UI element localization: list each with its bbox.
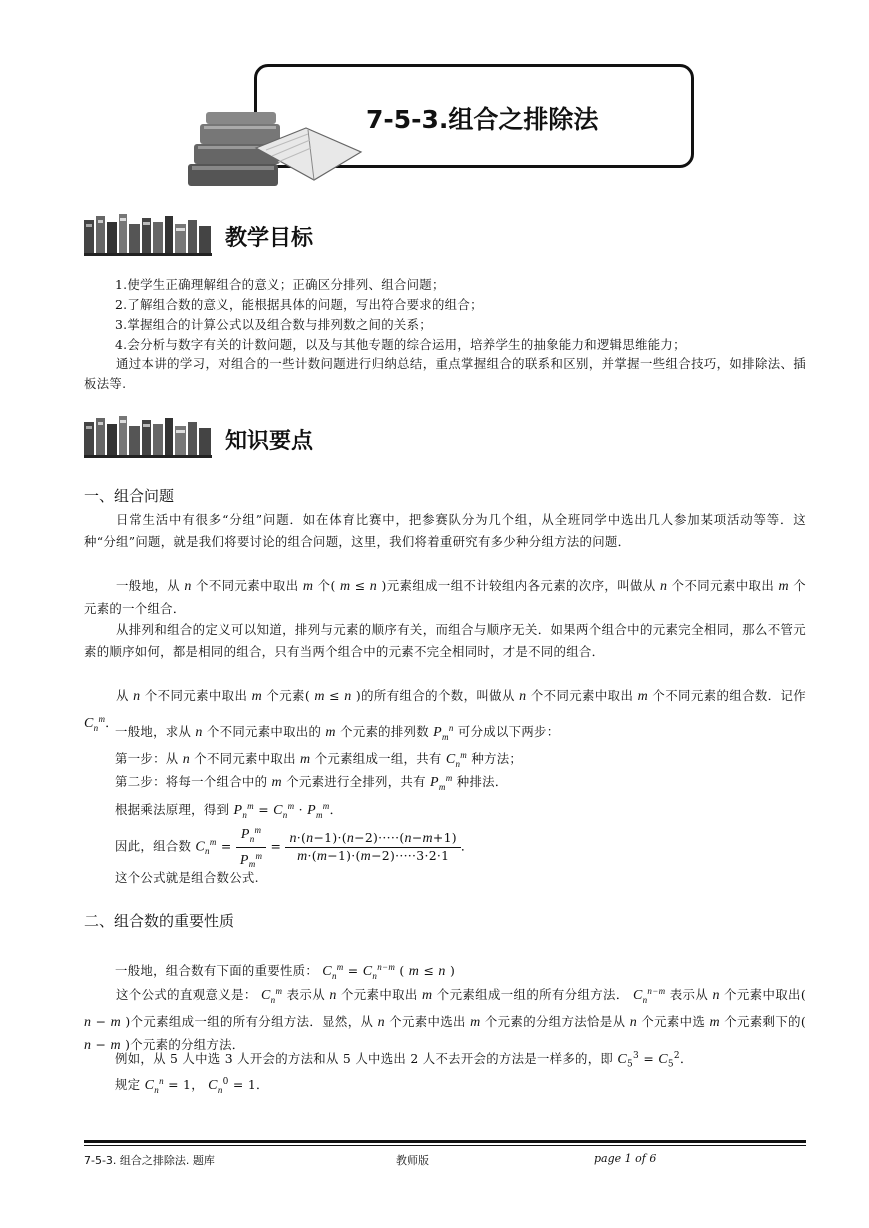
paragraph: 从 n 个不同元素中取出 m 个元素( m ≤ n )的所有组合的个数，叫做从 n 个不同元素中取出 m 个不同元素的组合数．记作 $C_n^m$． <box>84 688 806 733</box>
text-line: 第二步：将每一个组合中的 m 个元素进行全排列，共有 $P_m^m$ 种排法． <box>115 773 508 792</box>
page-title: 7-5-3.组合之排除法 <box>366 105 599 134</box>
goal-item: 2.了解组合数的意义，能根据具体的问题，写出符合要求的组合； <box>115 297 483 312</box>
text-line: 这个公式就是组合数公式. <box>115 870 259 885</box>
text-line: 规定 $C_n^n = 1$， $C_n^0 = 1$． <box>115 1076 269 1095</box>
text-line: 一般地，求从 n 个不同元素中取出的 m 个元素的排列数 $P_m^n$ 可分成以下两步： <box>115 723 560 742</box>
footer-rule <box>84 1140 806 1143</box>
paragraph: 这个公式的直观意义是： $C_n^m$ 表示从 n 个元素中取出 m 个元素组成一组的所有分组方法． $C_n^{n-m}$ 表示从 n 个元素中取出( n − m )个元素组成一组的所有分组方法．显然，从 n 个元素中选出 m 个元素的分组方法恰是从 n 个元素中选 m 个元素剩下的( n − m )个元素的分组方法． <box>84 986 806 1053</box>
fraction: $\frac{n\cdot(n-1)\cdot(n-2)\cdot\cdot\cdot\cdot\cdot(n-m+1)}{m\cdot(m-1)\cdot(m-2)\cdot\cdot\cdot\cdot\cdot 3\cdot 2\cdot 1}$ <box>285 830 460 865</box>
footer-page: page 1 of 6 <box>594 1152 657 1165</box>
text-line: 一般地，组合数有下面的重要性质： $C_n^m = C_n^{n-m}$ ( m ≤ n ) <box>115 962 456 981</box>
heading-part2: 二、组合数的重要性质 <box>84 912 235 930</box>
footer-center: 教师版 <box>396 1154 429 1167</box>
footer-rule <box>84 1145 806 1146</box>
step-intro: 一般地，求从 <box>115 724 192 740</box>
section-icon-books <box>84 212 214 256</box>
fraction: $\frac{P_n^m}{P_m^m}$ <box>236 822 266 872</box>
paragraph: 日常生活中有很多“分组”问题．如在体育比赛中，把参赛队分为几个组，从全班同学中选出几人参加某项活动等等．这种“分组”问题，就是我们将要讨论的组合问题，这里，我们将着重研究有多少种分组方法的问题． <box>84 512 806 549</box>
goal-item: 3.掌握组合的计算公式以及组合数与排列数之间的关系； <box>115 317 432 332</box>
heading-part1: 一、组合问题 <box>84 487 175 505</box>
paragraph: 从排列和组合的定义可以知道，排列与元素的顺序有关，而组合与顺序无关．如果两个组合中的元素完全相同，那么不管元素的顺序如何，都是相同的组合，只有当两个组合中的元素不完全相同时，才是不同的组合． <box>84 622 806 659</box>
goal-item: 1.使学生正确理解组合的意义；正确区分排列、组合问题； <box>115 277 445 292</box>
section-title-goals: 教学目标 <box>225 226 314 251</box>
books-illustration <box>186 108 366 190</box>
text-line: 第一步：从 n 个不同元素中取出 m 个元素组成一组，共有 $C_n^m$ 种方法； <box>115 750 523 769</box>
goal-summary: 通过本讲的学习，对组合的一些计数问题进行归纳总结，重点掌握组合的联系和区别，并掌握一些组合技巧，如排除法、插板法等. <box>84 356 806 391</box>
section-icon-books <box>84 414 214 458</box>
text-line: 根据乘法原理，得到 $P_n^m = C_n^m \cdot P_m^m$． <box>115 801 343 820</box>
text-line: 例如，从 5 人中选 3 人开会的方法和从 5 人中选出 2 人不去开会的方法是一样多的，即 $C_5^3 = C_5^2$． <box>115 1051 693 1070</box>
section-title-knowledge: 知识要点 <box>225 429 314 454</box>
paragraph: 一般地，从 n 个不同元素中取出 m 个( m ≤ n )元素组成一组不计较组内各元素的次序，叫做从 n 个不同元素中取出 m 个元素的一个组合． <box>84 578 806 616</box>
goal-item: 4.会分析与数字有关的计数问题，以及与其他专题的综合运用，培养学生的抽象能力和逻辑思维能力； <box>115 337 686 352</box>
formula-line: 因此，组合数 $C_n^m$ = $\frac{P_n^m}{P_m^m}$ = $\frac{n\cdot(n-1)\cdot(n-2)\cdot\cdot\cdot\cdot\cdot(n-m+1)}{m\cdot(m-1)\cdot(m-2)\cdot\cdot\cdot\cdot\cdot 3\cdot 2\cdot 1}$ ． <box>115 822 474 872</box>
footer-left: 7-5-3. 组合之排除法. 题库 <box>84 1154 215 1167</box>
